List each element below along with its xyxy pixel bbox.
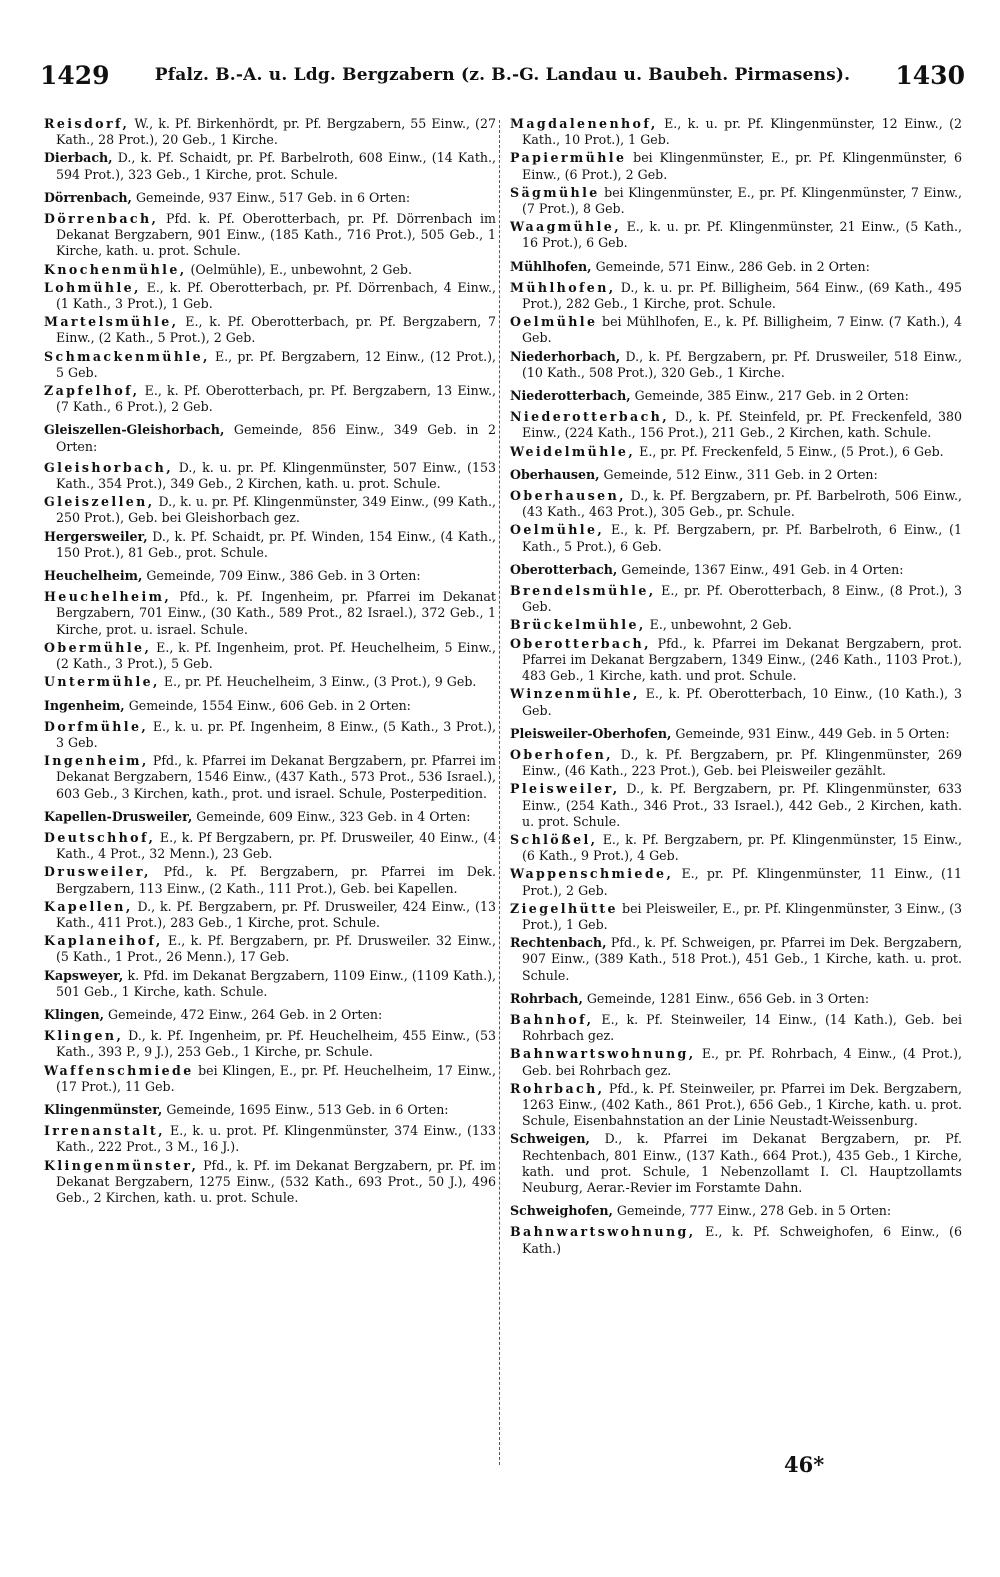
place-entry — [510, 935, 962, 984]
place-entry — [44, 494, 496, 526]
place-entry — [510, 522, 962, 554]
entry-text: E., k. u. prot. Pf. Klingenmünster, 374 Einw., (133 Kath., 222 Prot., 3 M., 16 J.). — [56, 1123, 496, 1155]
entry-text: D., k. Pf. Bergzabern, pr. Pf. Drusweiler, 424 Einw., (13 Kath., 411 Prot.), 283 Geb., 1 Kirche, prot. Schule. — [56, 898, 496, 930]
municipality-entry — [44, 698, 496, 714]
entry-name: Ziegelhütte — [510, 900, 618, 916]
entry-text: Gemeinde, 571 Einw., 286 Geb. in 2 Orten: — [591, 258, 870, 274]
entry-name: Waffenschmiede — [44, 1062, 194, 1078]
entry-name: Pleisweiler-Oberhofen, — [510, 725, 672, 741]
place-entry — [44, 150, 496, 182]
entry-text: Pfd., k. Pfarrei im Dekanat Bergzabern, pr. Pfarrei im Dekanat Bergzabern, 1546 Einw., (437 Kath., 573 Prot., 536 Israel.), 603 Geb., 3 Kirchen, kath., prot. und israel. Schule, Posterpedition. — [56, 753, 496, 801]
entry-name: Niederotterbach, — [510, 388, 631, 404]
entry-name: Papiermühle — [510, 150, 627, 166]
municipality-entry — [510, 1203, 962, 1219]
left-column — [44, 116, 496, 1208]
entry-text: D., k. Pf. Steinfeld, pr. Pf. Freckenfeld, 380 Einw., (224 Kath., 156 Prot.), 211 Geb., 2 Kirchen, kath. Schule. — [522, 409, 962, 441]
entry-name: Niederotterbach, — [510, 409, 670, 425]
entry-text: Gemeinde, 1367 Einw., 491 Geb. in 4 Orten: — [617, 561, 904, 577]
entry-text: E., k. Pf. Schweighofen, 6 Einw., (6 Kath.) — [522, 1224, 962, 1256]
entry-name: Oberotterbach, — [510, 635, 651, 651]
place-entry — [44, 589, 496, 638]
place-entry — [44, 280, 496, 312]
municipality-entry — [510, 388, 962, 404]
entry-text: bei Klingenmünster, E., pr. Pf. Klingenmünster, 7 Einw., (7 Prot.), 8 Geb. — [522, 184, 962, 217]
entry-text: Gemeinde, 512 Einw., 311 Geb. in 2 Orten: — [599, 466, 878, 482]
entry-text: E., k. Pf. Ingenheim, prot. Pf. Heuchelheim, 5 Einw., (2 Kath., 3 Prot.), 5 Geb. — [56, 639, 496, 672]
place-entry — [44, 674, 496, 690]
place-entry — [510, 280, 962, 312]
entry-name: Gleiszellen-Gleishorbach, — [44, 422, 225, 438]
place-entry — [44, 830, 496, 862]
place-entry — [510, 349, 962, 381]
municipality-entry — [44, 1102, 496, 1118]
municipality-entry — [44, 190, 496, 206]
entry-text: D., k. u. pr. Pf. Billigheim, 564 Einw., (69 Kath., 495 Prot.), 282 Geb., 1 Kirche, prot. Schule. — [522, 279, 962, 312]
entry-name: Rohrbach, — [510, 990, 583, 1006]
place-entry — [510, 747, 962, 779]
entry-text: D., k. Pf. Schaidt, pr. Pf. Barbelroth, 608 Einw., (14 Kath., 594 Prot.), 323 Geb., 1 Kirche, prot. Schule. — [56, 150, 496, 182]
entry-name: Untermühle, — [44, 674, 160, 690]
entry-text: E., k. u. pr. Pf. Klingenmünster, 12 Einw., (2 Kath., 10 Prot.), 1 Geb. — [522, 116, 962, 148]
entry-text: Pfd., k. Pf. im Dekanat Bergzabern, pr. Pf. im Dekanat Bergzabern, 1275 Einw., (532 Kath., 693 Prot., 50 J.), 496 Geb., 2 Kirchen, kath. u. prot. Schule. — [56, 1157, 496, 1205]
place-entry — [510, 219, 962, 251]
place-entry — [510, 185, 962, 217]
entry-name: Klingenmünster, — [44, 1101, 163, 1117]
place-entry — [510, 1224, 962, 1256]
entry-text: E., k. Pf. Oberotterbach, pr. Pf. Bergzabern, 13 Einw., (7 Kath., 6 Prot.), 2 Geb. — [56, 383, 496, 415]
entry-name: Wappenschmiede, — [510, 866, 674, 882]
entry-text: W., k. Pf. Birkenhördt, pr. Pf. Bergzabern, 55 Einw., (27 Kath., 28 Prot.), 20 Geb., 1 Kirche. — [56, 116, 496, 148]
entry-text: E., k. Pf. Bergzabern, pr. Pf. Klingenmünster, 15 Einw., (6 Kath., 9 Prot.), 4 Geb. — [522, 831, 962, 864]
entry-name: Dierbach, — [44, 150, 113, 166]
entry-name: Obermühle, — [44, 639, 152, 655]
place-entry — [510, 1012, 962, 1044]
entry-text: E., k. u. pr. Pf. Klingenmünster, 21 Einw., (5 Kath., 16 Prot.), 6 Geb. — [522, 219, 962, 251]
entry-text: E., pr. Pf. Oberotterbach, 8 Einw., (8 Prot.), 3 Geb. — [522, 583, 962, 615]
place-entry — [510, 686, 962, 718]
municipality-entry — [44, 422, 496, 454]
entry-name: Gleiszellen, — [44, 494, 155, 510]
municipality-entry — [510, 991, 962, 1007]
municipality-entry — [44, 568, 496, 584]
entry-name: Kaplaneihof, — [44, 933, 163, 949]
place-entry — [44, 262, 496, 278]
entry-name: Weidelmühle, — [510, 443, 636, 459]
entry-text: Gemeinde, 1281 Einw., 656 Geb. in 3 Orten: — [582, 990, 870, 1006]
page-number-right: 1430 — [895, 60, 965, 90]
entry-text: Pfd. k. Pf. Oberotterbach, pr. Pf. Dörrenbach im Dekanat Bergzabern, 901 Einw., (185 Kath., 716 Prot.), 505 Geb., 1 Kirche, kath. u. prot. Schule. — [56, 211, 496, 259]
entry-name: Pleisweiler, — [510, 781, 620, 797]
municipality-entry — [510, 467, 962, 483]
entry-name: Oberhofen, — [510, 746, 613, 762]
page-title: Pfalz. B.-A. u. Ldg. Bergzabern (z. B.-G. Landau u. Baubeh. Pirmasens). — [154, 65, 851, 85]
place-entry — [510, 583, 962, 615]
entry-text: Gemeinde, 937 Einw., 517 Geb. in 6 Orten: — [131, 189, 411, 205]
place-entry — [510, 444, 962, 460]
municipality-entry — [44, 1007, 496, 1023]
entry-name: Hergersweiler, — [44, 528, 148, 544]
entry-name: Irrenanstalt, — [44, 1123, 165, 1139]
entry-text: Gemeinde, 609 Einw., 323 Geb. in 4 Orten: — [192, 808, 471, 824]
entry-text: Pfd., k. Pf. Ingenheim, pr. Pfarrei im Dekanat Bergzabern, 701 Einw., (30 Kath., 589 Prot., 82 Israel.), 372 Geb., 1 Kirche, prot. u. israel. Schule. — [56, 589, 496, 637]
place-entry — [44, 1028, 496, 1060]
entry-text: D., k. Pf. Ingenheim, pr. Pf. Heuchelheim, 455 Einw., (53 Kath., 393 P., 9 J.), 253 Geb., 1 Kirche, pr. Schule. — [56, 1028, 496, 1060]
entry-name: Schlößel, — [510, 831, 598, 847]
place-entry — [510, 781, 962, 830]
entry-text: E., k. Pf. Steinweiler, 14 Einw., (14 Kath.), Geb. bei Rohrbach gez. — [522, 1011, 962, 1044]
entry-name: Heuchelheim, — [44, 568, 143, 584]
place-entry — [44, 116, 496, 148]
place-entry — [44, 314, 496, 346]
entry-name: Schweighofen, — [510, 1203, 613, 1219]
entry-name: Mühlhofen, — [510, 279, 616, 295]
place-entry — [44, 753, 496, 802]
entry-name: Gleishorbach, — [44, 459, 173, 475]
place-entry — [510, 617, 962, 633]
place-entry — [44, 1123, 496, 1155]
entry-name: Dörrenbach, — [44, 211, 159, 227]
place-entry — [510, 314, 962, 346]
entry-name: Waagmühle, — [510, 219, 621, 235]
place-entry — [510, 409, 962, 441]
entry-name: Magdalenenhof, — [510, 116, 658, 131]
entry-name: Ingenheim, — [44, 753, 149, 769]
entry-name: Klingen, — [44, 1028, 124, 1044]
entry-name: Schmackenmühle, — [44, 348, 210, 364]
entry-name: Brendelsmühle, — [510, 583, 656, 599]
entry-text: k. Pfd. im Dekanat Bergzabern, 1109 Einw., (1109 Kath.), 501 Geb., 1 Kirche, kath. Schule. — [56, 967, 496, 999]
entry-text: E., k. Pf Bergzabern, pr. Pf. Drusweiler, 40 Einw., (4 Kath., 4 Prot., 32 Menn.), 23 Geb. — [56, 829, 496, 862]
municipality-entry — [44, 809, 496, 825]
place-entry — [510, 150, 962, 182]
entry-name: Klingen, — [44, 1006, 105, 1022]
entry-text: E., k. Pf. Bergzabern, pr. Pf. Drusweiler. 32 Einw., (5 Kath., 1 Prot., 26 Menn.), 17 Geb. — [56, 933, 496, 965]
place-entry — [510, 636, 962, 685]
entry-text: Pfd., k. Pfarrei im Dekanat Bergzabern, prot. Pfarrei im Dekanat Bergzabern, 1349 Einw., (246 Kath., 1103 Prot.), 483 Geb., 1 Kirche, kath. und prot. Schule. — [522, 635, 962, 684]
entry-text: D., k. u. pr. Pf. Klingenmünster, 349 Einw., (99 Kath., 250 Prot.), Geb. bei Gleishorbach gez. — [56, 494, 497, 526]
entry-text: bei Pleisweiler, E., pr. Pf. Klingenmünster, 3 Einw., (3 Prot.), 1 Geb. — [522, 900, 962, 932]
entry-name: Kapellen-Drusweiler, — [44, 808, 193, 824]
place-entry — [510, 1046, 962, 1078]
place-entry — [44, 211, 496, 260]
entry-text: Gemeinde, 472 Einw., 264 Geb. in 2 Orten: — [104, 1006, 383, 1022]
entry-text: Pfd., k. Pf. Schweigen, pr. Pfarrei im Dek. Bergzabern, 907 Einw., (389 Kath., 518 Prot.), 451 Geb., 1 Kirche, kath. u. prot. Schule. — [522, 935, 962, 983]
entry-text: D., k. Pfarrei im Dekanat Bergzabern, pr. Pf. Rechtenbach, 801 Einw., (137 Kath., 664 Prot.), 435 Geb., 1 Kirche, kath. und prot. Schule, 1 Nebenzollamt I. Cl. Hauptzollamts Neuburg, Aerar.-Revier im Forstamte Dahn. — [522, 1131, 962, 1195]
place-entry — [510, 1131, 962, 1196]
municipality-entry — [510, 259, 962, 275]
entry-name: Heuchelheim, — [44, 589, 172, 605]
place-entry — [44, 933, 496, 965]
place-entry — [44, 529, 496, 561]
place-entry — [510, 901, 962, 933]
entry-name: Niederhorbach, — [510, 348, 621, 364]
entry-text: E., k. Pf. Oberotterbach, pr. Pf. Bergzabern, 7 Einw., (2 Kath., 5 Prot.), 2 Geb. — [56, 314, 496, 346]
entry-name: Bahnwartswohnung, — [510, 1046, 696, 1062]
right-column — [510, 116, 962, 1259]
entry-name: Winzenmühle, — [510, 686, 640, 702]
place-entry — [44, 460, 496, 492]
place-entry — [44, 1158, 496, 1207]
entry-text: Gemeinde, 385 Einw., 217 Geb. in 2 Orten: — [630, 388, 909, 404]
entry-text: E., pr. Pf. Rohrbach, 4 Einw., (4 Prot.), Geb. bei Rohrbach gez. — [522, 1046, 962, 1078]
entry-name: Rechtenbach, — [510, 935, 607, 951]
entry-text: D., k. Pf. Bergzabern, pr. Pf. Drusweiler, 518 Einw., (10 Kath., 508 Prot.), 320 Geb., 1 Kirche. — [522, 348, 962, 380]
page-number-left: 1429 — [40, 60, 110, 90]
entry-name: Klingenmünster, — [44, 1157, 199, 1173]
entry-name: Bahnwartswohnung, — [510, 1224, 696, 1240]
entry-text: D., k. u. pr. Pf. Klingenmünster, 507 Einw., (153 Kath., 354 Prot.), 349 Geb., 2 Kirchen, kath. u. prot. Schule. — [56, 459, 496, 492]
entry-name: Reisdorf, — [44, 116, 130, 131]
entry-text: D., k. Pf. Bergzabern, pr. Pf. Barbelroth, 506 Einw., (43 Kath., 463 Prot.), 305 Geb., pr. Schule. — [522, 488, 962, 520]
place-entry — [510, 488, 962, 520]
place-entry — [44, 864, 496, 896]
entry-text: E., unbewohnt, 2 Geb. — [645, 617, 792, 633]
entry-text: E., k. u. pr. Pf. Ingenheim, 8 Einw., (5 Kath., 3 Prot.), 3 Geb. — [56, 718, 496, 750]
entry-name: Knochenmühle, — [44, 261, 187, 277]
entry-name: Drusweiler, — [44, 864, 151, 880]
place-entry — [510, 116, 962, 148]
entry-name: Bahnhof, — [510, 1011, 594, 1027]
entry-text: D., k. Pf. Bergzabern, pr. Pf. Klingenmünster, 633 Einw., (254 Kath., 346 Prot., 33 Israel.), 442 Geb., 2 Kirchen, kath. u. prot. Schule. — [522, 781, 962, 829]
entry-name: Rohrbach, — [510, 1080, 605, 1096]
place-entry — [510, 1081, 962, 1130]
entry-text: Gemeinde, 1695 Einw., 513 Geb. in 6 Orten: — [162, 1101, 449, 1117]
entry-text: Gemeinde, 709 Einw., 386 Geb. in 3 Orten: — [142, 568, 421, 584]
municipality-entry — [510, 726, 962, 742]
entry-text: Gemeinde, 931 Einw., 449 Geb. in 5 Orten: — [671, 725, 950, 741]
entry-name: Schweigen, — [510, 1131, 590, 1147]
place-entry — [44, 719, 496, 751]
place-entry — [510, 866, 962, 898]
column-divider — [499, 120, 500, 1465]
entry-text: Gemeinde, 777 Einw., 278 Geb. in 5 Orten: — [612, 1203, 892, 1219]
place-entry — [44, 1063, 496, 1095]
entry-name: Ingenheim, — [44, 697, 125, 713]
entry-text: E., k. Pf. Bergzabern, pr. Pf. Barbelroth, 6 Einw., (1 Kath., 5 Prot.), 6 Geb. — [522, 522, 962, 554]
entry-name: Zapfelhof, — [44, 383, 140, 399]
entry-name: Mühlhofen, — [510, 258, 592, 274]
entry-text: E., pr. Pf. Heuchelheim, 3 Einw., (3 Prot.), 9 Geb. — [159, 674, 477, 690]
entry-name: Lohmühle, — [44, 279, 141, 295]
entry-name: Oberhausen, — [510, 466, 600, 482]
entry-name: Oberhausen, — [510, 488, 626, 504]
entry-text: E., pr. Pf. Klingenmünster, 11 Einw., (11 Prot.), 2 Geb. — [522, 866, 962, 898]
place-entry — [44, 899, 496, 931]
municipality-entry — [510, 562, 962, 578]
page-header — [40, 58, 965, 92]
sheet-signature: 46* — [784, 1452, 825, 1477]
entry-text: (Oelmühle), E., unbewohnt, 2 Geb. — [186, 261, 412, 277]
entry-text: E., pr. Pf. Bergzabern, 12 Einw., (12 Prot.), 5 Geb. — [56, 348, 496, 380]
entry-text: D., k. Pf. Bergzabern, pr. Pf. Klingenmünster, 269 Einw., (46 Kath., 223 Prot.), Geb. bei Pleisweiler gezählt. — [522, 746, 962, 779]
entry-text: E., k. Pf. Oberotterbach, pr. Pf. Dörrenbach, 4 Einw., (1 Kath., 3 Prot.), 1 Geb. — [56, 279, 496, 312]
entry-name: Oelmühle, — [510, 522, 605, 538]
place-entry — [510, 832, 962, 864]
place-entry — [44, 383, 496, 415]
entry-name: Dörrenbach, — [44, 189, 132, 205]
entry-text: bei Mühlhofen, E., k. Pf. Billigheim, 7 Einw. (7 Kath.), 4 Geb. — [522, 314, 962, 346]
entry-text: E., k. Pf. Oberotterbach, 10 Einw., (10 Kath.), 3 Geb. — [522, 686, 962, 718]
entry-name: Deutschhof, — [44, 829, 156, 845]
entry-text: bei Klingen, E., pr. Pf. Heuchelheim, 17 Einw., (17 Prot.), 11 Geb. — [56, 1062, 496, 1094]
entry-text: Pfd., k. Pf. Bergzabern, pr. Pfarrei im Dek. Bergzabern, 113 Einw., (2 Kath., 111 Prot.), Geb. bei Kapellen. — [56, 864, 496, 896]
entry-text: Pfd., k. Pf. Steinweiler, pr. Pfarrei im Dek. Bergzabern, 1263 Einw., (402 Kath., 861 Prot.), 656 Geb., 1 Kirche, kath. u. prot. Schule, Eisenbahnstation an der Linie Neustadt-Weissenburg. — [522, 1080, 962, 1129]
entry-name: Dorfmühle, — [44, 718, 149, 734]
entry-text: E., pr. Pf. Freckenfeld, 5 Einw., (5 Prot.), 6 Geb. — [635, 443, 944, 459]
place-entry — [44, 349, 496, 381]
entry-name: Brückelmühle, — [510, 617, 646, 633]
place-entry — [44, 640, 496, 672]
entry-name: Kapsweyer, — [44, 967, 124, 983]
entry-text: bei Klingenmünster, E., pr. Pf. Klingenmünster, 6 Einw., (6 Prot.), 2 Geb. — [522, 150, 962, 182]
entry-name: Martelsmühle, — [44, 314, 179, 330]
entry-text: Gemeinde, 856 Einw., 349 Geb. in 2 Orten: — [56, 422, 496, 454]
entry-name: Oelmühle — [510, 314, 598, 330]
entry-text: D., k. Pf. Schaidt, pr. Pf. Winden, 154 Einw., (4 Kath., 150 Prot.), 81 Geb., prot. Schule. — [56, 528, 496, 560]
place-entry — [44, 968, 496, 1000]
entry-name: Oberotterbach, — [510, 561, 618, 577]
entry-name: Sägmühle — [510, 184, 600, 200]
entry-text: Gemeinde, 1554 Einw., 606 Geb. in 2 Orten: — [124, 697, 411, 713]
entry-name: Kapellen, — [44, 898, 133, 914]
